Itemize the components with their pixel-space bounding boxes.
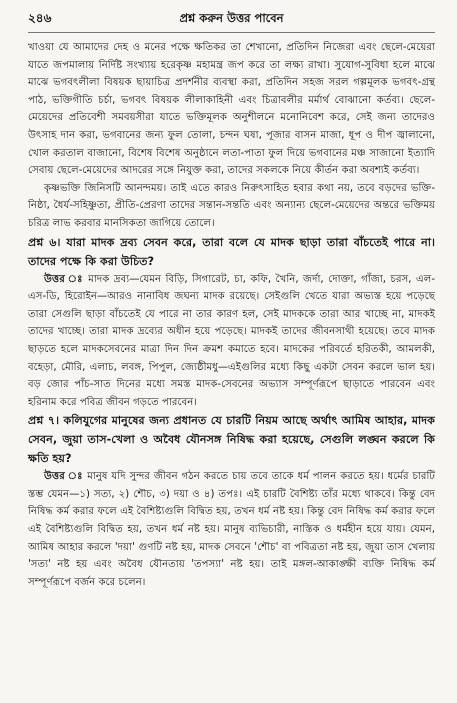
page-header [28, 10, 435, 33]
answer-label: উত্তর ঃ [44, 471, 84, 483]
paragraph-continued: খাওয়া যে আমাদের দেহ ও মনের পক্ষে ক্ষতিকর তা শেখানো, প্রতিদিন নিজেরা এবং ছেলে-মেয়েরা যাতে জপমালায় নির্দিষ্ট সংখ্যায় হরেকৃষ্ণ মহামন্ত্র জপ করে তা লক্ষ্য রাখা। সুযোগ-সুবিধা হলে মাঝে মাঝে ভগবৎলীলা বিষয়ক ছায়াচিত্র প্রদর্শনীর ব্যবস্থা করা, প্রতিদিন সহজ সরল গল্পমূলক ভগবৎ-গ্রন্থ পাঠ, ভক্তিগীতি চর্চা, ভগবৎ বিষয়ক লীলাকাহিনী এবং চিত্রাবলীর মর্মার্থ বোঝানো কর্তব্য। ছেলে-মেয়েদের প্রতিবেশী সমবয়সীরা যাতে ভক্তিমূলক অনুশীলনে মনোনিবেশ করে, সেই জন্য তাদেরও উৎসাহ দান করা, ভগবানের জন্য ফুল তোলা, চন্দন ঘষা, পূজার বাসন মাজা, ধূপ ও দীপ জ্বালানো, খোল করতাল বাজানো, বিশেষ বিশেষ অনুষ্ঠানে লতা-পাতা ফুল দিয়ে ভগবানের মঞ্চ সাজানো ইত্যাদি সেবায় ছেলে-মেয়েদের আদরের সঙ্গে নিযুক্ত করা, তাদের সকলকে নিয়ে কীর্তন করা অবশ্যই কর্তব্য। [28, 42, 435, 177]
running-title: প্রশ্ন করুন উত্তর পাবেন [179, 11, 284, 25]
question-6-heading: প্রশ্ন ৬। যারা মাদক দ্রব্য সেবন করে, তারা বলে যে মাদক ছাড়া তারা বাঁচতেই পারে না। তাদের পক্ষে কি করা উচিত? [28, 235, 435, 268]
answer-7 [28, 468, 435, 591]
answer-6-text: মাদক দ্রব্য—যেমন বিড়ি, সিগারেট, চা, কফি, খৈনি, জর্দা, দোক্তা, গাঁজা, চরস, এল-এস-ডি, হিরোইন—আরও নানাবিধ জঘন্য মাদক রয়েছে। সেইগুলি খেতে যারা অভ্যস্ত হয়ে পড়েছে তারা সেগুলি ছাড়া বাঁচতেই যে পারে না তার কারণ হল, সেই মাদককে তারা আর খাচ্ছে না, মাদকই তাদের খাচ্ছে। তারা মাদক দ্রব্যের অধীন হয়ে পড়েছে। মাদকই তাদের জীবনসাথী হয়েছে। তবে মাদক ছাড়তে হলে মাদকসেবনের মাত্রা দিন দিন ক্রমশ কমাতে হবে। মাদকের পরিবর্তে হরিতকী, আমলকী, বহেড়া, মৌরি, এলাচ, লবঙ্গ, পিপুল, জ্যেষ্ঠীমধু—এইগুলির মধ্যে কিছু একটা সেবন করলে ভাল হয়। বড় জোর পাঁচ-সাত দিনের মধ্যে সমস্ত মাদক-সেবনের অভ্যাস সম্পূর্ণরূপে ছাড়াতে পারবেন এবং হরিনাম করে পবিত্র জীবন গড়তে পারবেন। [28, 273, 435, 408]
answer-7-text: মানুষ যদি সুন্দর জীবন গঠন করতে চায় তবে তাকে ধর্ম পালন করতে হয়। ধর্মের চারটি স্তম্ভ যেমন—১) সত্য, ২) শৌচ, ৩) দয়া ও ৪) তপঃ। এই চারটি বৈশিষ্ট্য তাঁর মধ্যে থাকবে। কিন্তু বেদ নিষিদ্ধ কর্ম করার ফলে এই বৈশিষ্ট্যগুলি বিদ্বিত হয়, তখন ধর্ম নষ্ট হয়। কিন্তু বেদ নিষিদ্ধ কর্ম করার ফলে এই বৈশিষ্ট্যগুলি বিদ্বিত হয়, তখন ধর্ম নষ্ট হয়। মানুষ ব্যভিচারী, নাস্তিক ও ধর্মহীন হয়ে যায়। যেমন, আমিষ আহার করলে 'দয়া' গুণটি নষ্ট হয়, মাদক সেবনে 'শৌচ' বা পবিত্রতা নষ্ট হয়, জুয়া তাস খেলায় 'সত্য' নষ্ট হয় এবং অবৈধ যৌনতায় 'তপস্যা' নষ্ট হয়। তাই মঙ্গল-আকাঙ্ক্ষী ব্যক্তি নিষিদ্ধ কর্ম সম্পূর্ণরূপে বর্জন করে চলেন। [28, 471, 435, 588]
page-number: ২৪৬ [28, 11, 52, 25]
paragraph-krishna-bhakti: কৃষ্ণভক্তি জিনিসটি আনন্দময়। তাই এতে কারও নিরুৎসাহিত হবার কথা নয়, তবে বড়দের ভক্তি-নিষ্ঠা, ধৈর্য-সহিষ্ণুতা, প্রীতি-প্রেরণা তাদের সন্তান-সন্ততি এবং অন্যান্য ছেলে-মেয়েদের অন্তরে ভক্তিময় চরিত্র লাভ করবার মানসিকতা জাগিয়ে তোলে। [28, 182, 435, 229]
question-7-heading: প্রশ্ন ৭। কলিযুগের মানুষের জন্য প্রধানত যে চারটি নিয়ম আছে অর্থাৎ আমিষ আহার, মাদক সেবন, জুয়া তাস-খেলা ও অবৈধ যৌনসঙ্গ নিষিদ্ধ করা হয়েছে, সেগুলি লঙ্ঘন করলে কি ক্ষতি হয়? [28, 414, 435, 466]
answer-label: উত্তর ঃ [44, 273, 84, 285]
answer-6 [28, 271, 435, 412]
page-body [28, 39, 435, 591]
